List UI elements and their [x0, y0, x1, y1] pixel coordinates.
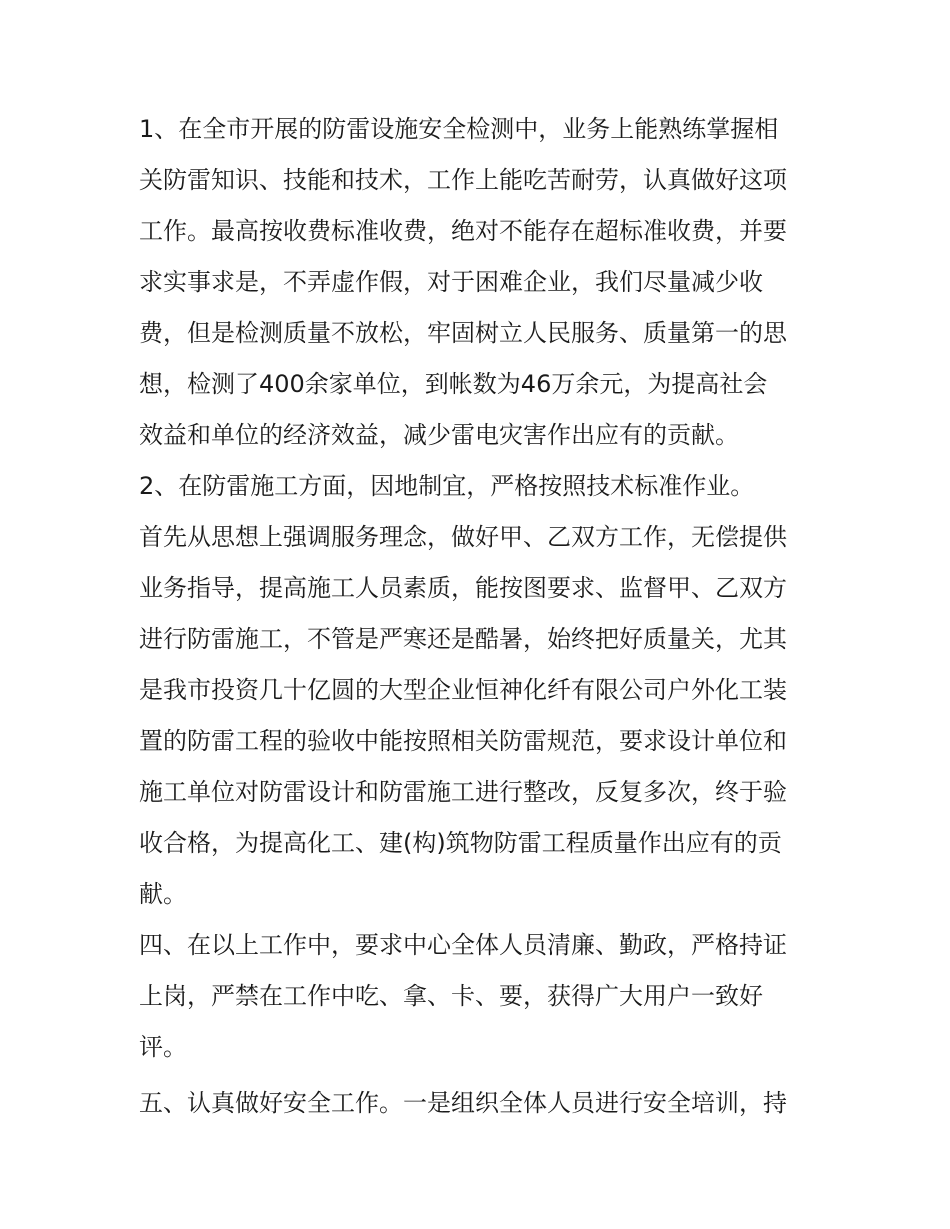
text-line: 首先从思想上强调服务理念，做好甲、乙双方工作，无偿提供 [139, 523, 787, 551]
text-line: 献。 [139, 880, 187, 908]
text-line: 是我市投资几十亿圆的大型企业恒神化纤有限公司户外化工装 [139, 676, 787, 704]
text-line: 想，检测了400余家单位，到帐数为46万余元，为提高社会 [139, 370, 768, 398]
text-line: 置的防雷工程的验收中能按照相关防雷规范，要求设计单位和 [139, 727, 787, 755]
text-line: 收合格，为提高化工、建(构)筑物防雷工程质量作出应有的贡 [139, 829, 782, 857]
text-line: 施工单位对防雷设计和防雷施工进行整改，反复多次，终于验 [139, 778, 787, 806]
text-line: 费，但是检测质量不放松，牢固树立人民服务、质量第一的思 [139, 319, 787, 347]
text-line: 进行防雷施工，不管是严寒还是酷暑，始终把好质量关，尤其 [139, 625, 787, 653]
text-line: 效益和单位的经济效益，减少雷电灾害作出应有的贡献。 [139, 421, 739, 449]
text-line: 五、认真做好安全工作。一是组织全体人员进行安全培训，持 [139, 1089, 787, 1117]
paragraph-2 [139, 461, 815, 512]
text-line: 上岗，严禁在工作中吃、拿、卡、要，获得广大用户一致好 [139, 982, 763, 1010]
text-line: 评。 [139, 1033, 187, 1061]
text-line: 求实事求是，不弄虚作假，对于困难企业，我们尽量减少收 [139, 268, 763, 296]
text-line: 2、在防雷施工方面，因地制宜，严格按照技术标准作业。 [139, 472, 755, 500]
text-line: 四、在以上工作中，要求中心全体人员清廉、勤政，严格持证 [139, 931, 787, 959]
text-line: 关防雷知识、技能和技术，工作上能吃苦耐劳，认真做好这项 [139, 166, 787, 194]
paragraph-3 [139, 512, 815, 920]
paragraph-5 [139, 1078, 815, 1129]
text-line: 工作。最高按收费标准收费，绝对不能存在超标准收费，并要 [139, 217, 787, 245]
text-line: 1、在全市开展的防雷设施安全检测中，业务上能熟练掌握相 [139, 115, 779, 143]
text-line: 业务指导，提高施工人员素质，能按图要求、监督甲、乙双方 [139, 574, 787, 602]
paragraph-1 [139, 104, 815, 461]
document-body [139, 104, 815, 1129]
paragraph-4 [139, 920, 815, 1073]
